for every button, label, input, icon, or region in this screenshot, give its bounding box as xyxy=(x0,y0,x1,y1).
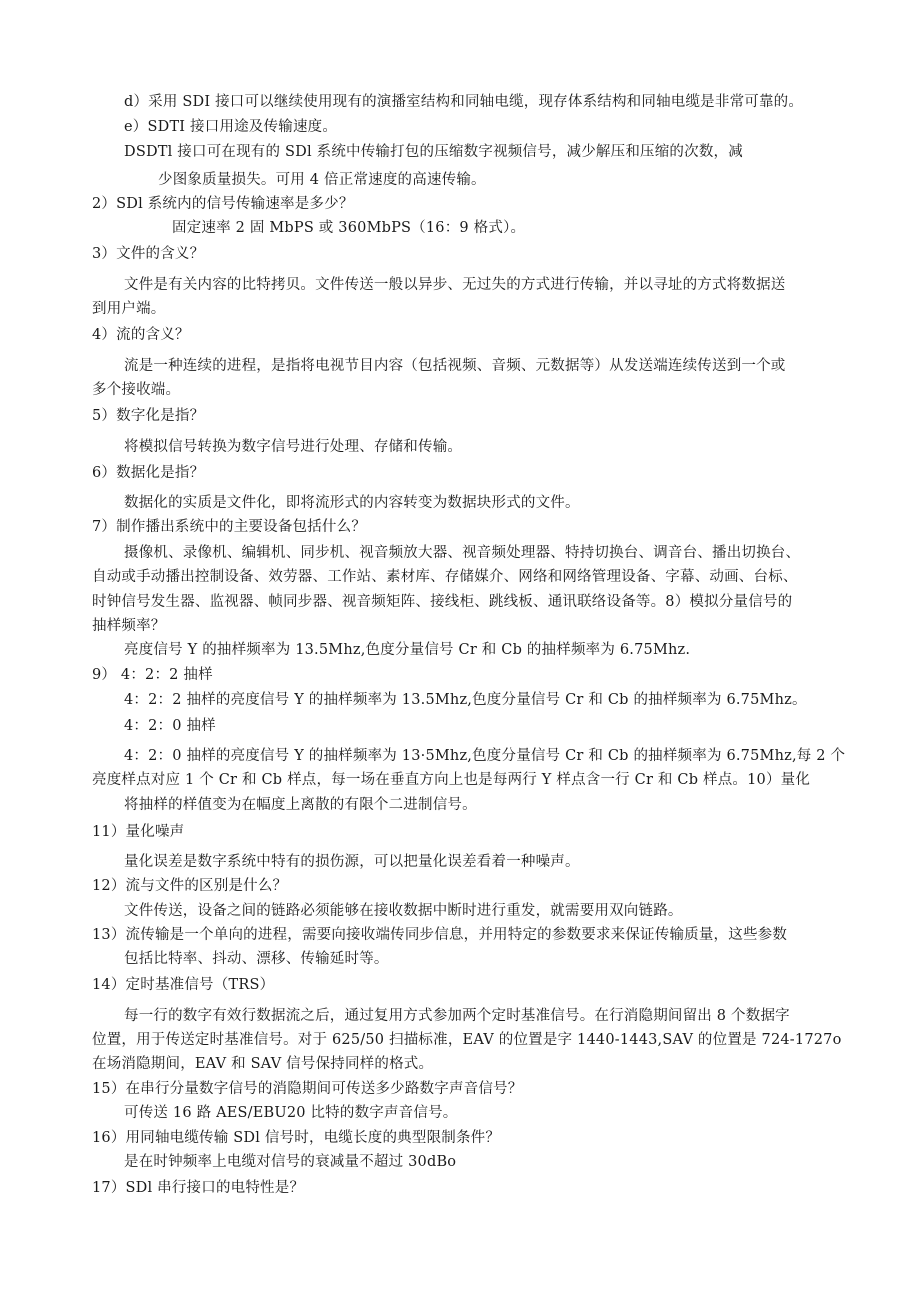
text-line: 摄像机、录像机、编辑机、同步机、视音频放大器、视音频处理器、特持切换台、调音台、播出切换台、 xyxy=(124,545,801,561)
text-line: 将抽样的样值变为在幅度上离散的有限个二进制信号。 xyxy=(124,797,477,813)
text-line: 亮度信号 Y 的抽样频率为 13.5Mhz,色度分量信号 Cr 和 Cb 的抽样频率为 6.75Mhz. xyxy=(124,642,691,658)
question-heading: 13）流传输是一个单向的进程，需要向接收端传同步信息，并用特定的参数要求来保证传输质量，这些参数 xyxy=(92,927,788,943)
text-line: 每一行的数字有效行数据流之后，通过复用方式参加两个定时基准信号。在行消隐期间留出 8 个数据字 xyxy=(124,1008,790,1024)
text-line: 固定速率 2 固 MbPS 或 360MbPS（16：9 格式）。 xyxy=(172,220,526,236)
question-heading: 11）量化噪声 xyxy=(92,824,185,840)
text-line: 到用户端。 xyxy=(92,301,166,317)
text-line: 自动或手动播出控制设备、效劳器、工作站、素材库、存储媒介、网络和网络管理设备、字幕、动画、台标、 xyxy=(92,569,798,585)
question-heading: 2）SDl 系统内的信号传输速率是多少？ xyxy=(92,196,354,212)
text-line: 数据化的实质是文件化，即将流形式的内容转变为数据块形式的文件。 xyxy=(124,495,580,511)
text-line: 4：2：2 抽样的亮度信号 Y 的抽样频率为 13.5Mhz,色度分量信号 Cr 和 Cb 的抽样频率为 6.75Mhz。 xyxy=(124,692,807,708)
question-heading: 5）数字化是指？ xyxy=(92,408,205,424)
text-line: 亮度样点对应 1 个 Cr 和 Cb 样点，每一场在垂直方向上也是每两行 Y 样点含一行 Cr 和 Cb 样点。10）量化 xyxy=(92,772,811,788)
text-line: DSDTl 接口可在现有的 SDl 系统中传输打包的压缩数字视频信号，减少解压和压缩的次数，减 xyxy=(124,144,743,160)
text-line: 少图象质量损失。可用 4 倍正常速度的高速传输。 xyxy=(158,172,486,188)
text-line: d）采用 SDI 接口可以继续使用现有的演播室结构和同轴电缆，现存体系结构和同轴电缆是非常可靠的。 xyxy=(124,94,804,110)
text-line: e）SDTI 接口用途及传输速度。 xyxy=(124,119,338,135)
text-line: 文件是有关内容的比特拷贝。文件传送一般以异步、无过失的方式进行传输，并以寻址的方式将数据送 xyxy=(124,277,786,293)
text-line: 将模拟信号转换为数字信号进行处理、存储和传输。 xyxy=(124,439,463,455)
question-heading: 4）流的含义？ xyxy=(92,327,190,343)
question-heading: 3）文件的含义？ xyxy=(92,246,205,262)
text-line: 在场消隐期间，EAV 和 SAV 信号保持同样的格式。 xyxy=(92,1056,434,1072)
text-line: 是在时钟频率上电缆对信号的衰减量不超过 30dBo xyxy=(124,1154,457,1170)
question-heading: 6）数据化是指？ xyxy=(92,465,205,481)
text-line: 时钟信号发生器、监视器、帧同步器、视音频矩阵、接线柜、跳线板、通讯联络设备等。8）模拟分量信号的 xyxy=(92,594,793,610)
question-heading: 12）流与文件的区别是什么？ xyxy=(92,878,288,894)
question-heading: 15）在串行分量数字信号的消隐期间可传送多少路数字声音信号？ xyxy=(92,1081,523,1097)
text-line: 位置，用于传送定时基准信号。对于 625/50 扫描标准，EAV 的位置是字 1440-1443,SAV 的位置是 724-1727o xyxy=(92,1032,842,1048)
text-line: 可传送 16 路 AES/EBU20 比特的数字声音信号。 xyxy=(124,1105,458,1121)
question-heading: 14）定时基准信号（TRS） xyxy=(92,977,275,993)
text-line: 多个接收端。 xyxy=(92,382,181,398)
text-line: 包括比特率、抖动、漂移、传输延时等。 xyxy=(124,951,389,967)
text-line: 量化误差是数字系统中特有的损伤源，可以把量化误差看着一种噪声。 xyxy=(124,854,580,870)
text-line: 4：2：0 抽样 xyxy=(124,718,216,734)
text-line: 文件传送，设备之间的链路必须能够在接收数据中断时进行重发，就需要用双向链路。 xyxy=(124,903,683,919)
question-heading: 9） 4：2：2 抽样 xyxy=(92,667,213,683)
text-line: 抽样频率？ xyxy=(92,618,166,634)
text-line: 流是一种连续的进程，是指将电视节目内容（包括视频、音频、元数据等）从发送端连续传送到一个或 xyxy=(124,358,786,374)
text-line: 4：2：0 抽样的亮度信号 Y 的抽样频率为 13·5Mhz,色度分量信号 Cr 和 Cb 的抽样频率为 6.75Mhz,每 2 个 xyxy=(124,748,846,764)
question-heading: 16）用同轴电缆传输 SDl 信号时，电缆长度的典型限制条件？ xyxy=(92,1130,501,1146)
question-heading: 17）SDl 串行接口的电特性是？ xyxy=(92,1180,305,1196)
question-heading: 7）制作播出系统中的主要设备包括什么？ xyxy=(92,519,367,535)
